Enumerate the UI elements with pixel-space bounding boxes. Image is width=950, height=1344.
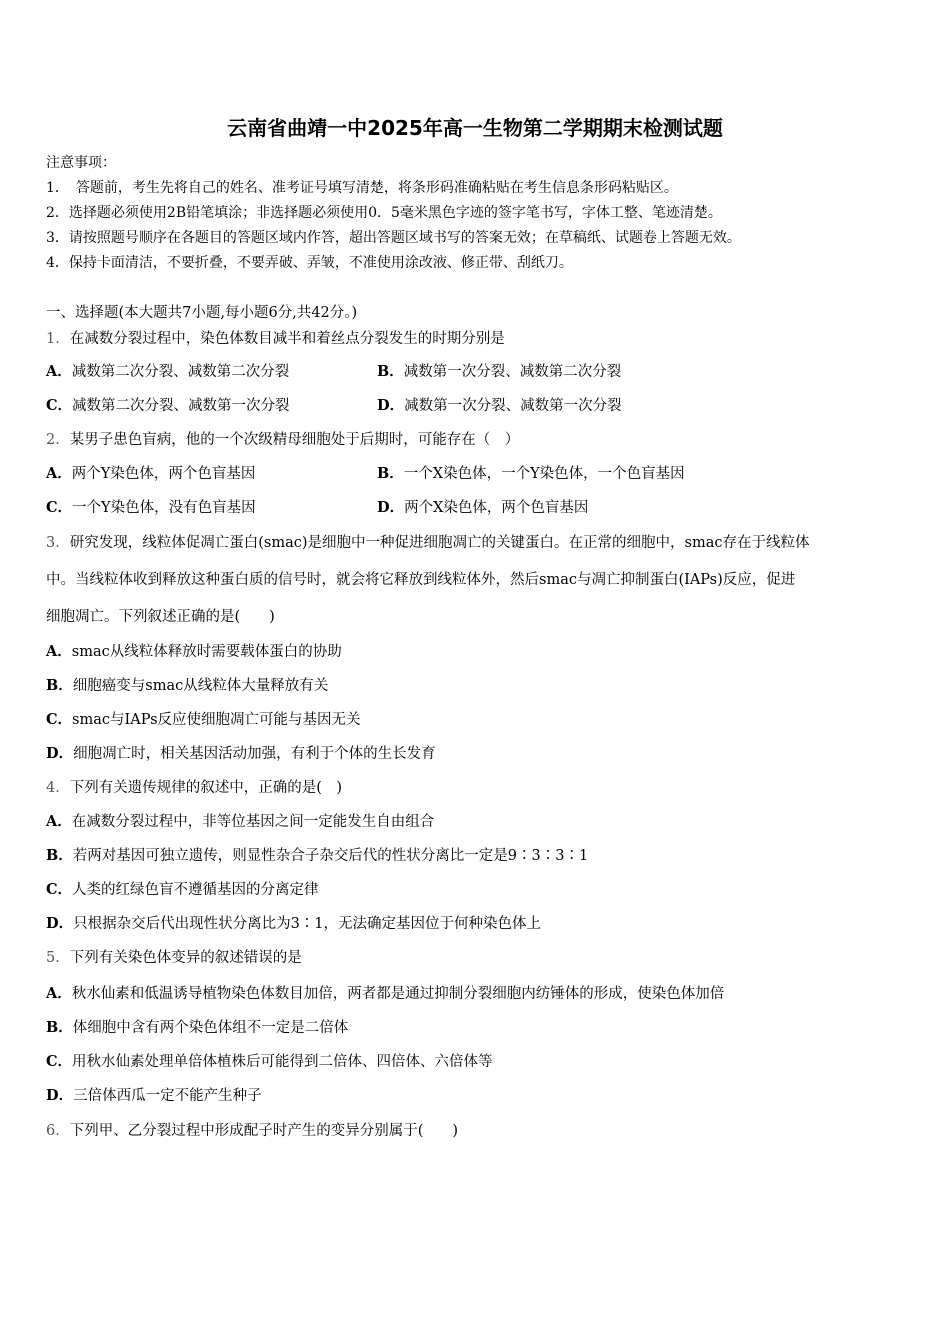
option-label: C．: [46, 711, 73, 728]
option-label: A．: [46, 813, 72, 830]
option-label: D．: [46, 915, 74, 932]
notice-item: 1． 答题前，考生先将自己的姓名、准考证号填写清楚，将条形码准确粘贴在考生信息条形码粘贴区。: [46, 180, 678, 196]
question-stem: 某男子患色盲病，他的一个次级精母细胞处于后期时，可能存在（ ）: [69, 432, 520, 448]
option-label: B．: [46, 847, 73, 864]
notice-heading: 注意事项：: [46, 155, 116, 171]
question-4-option-b: [46, 844, 588, 865]
question-4: [46, 776, 342, 797]
question-6: [46, 1119, 458, 1140]
question-3-option-c: [46, 708, 361, 729]
question-number: 1．: [46, 331, 70, 347]
option-label: B．: [377, 363, 404, 380]
question-1-options-row-2: [46, 394, 906, 415]
option-text: 体细胞中含有两个染色体组不一定是二倍体: [72, 1020, 349, 1036]
question-1: [46, 327, 505, 348]
option-label: D．: [46, 1087, 74, 1104]
option-text: smac从线粒体释放时需要载体蛋白的协助: [71, 644, 342, 660]
option-text: 减数第二次分裂、减数第二次分裂: [71, 364, 290, 380]
question-3-option-b: [46, 674, 328, 695]
option-d: [377, 496, 588, 517]
question-number: 4．: [46, 780, 70, 796]
option-d: [377, 394, 622, 415]
option-label: D．: [377, 499, 405, 516]
question-stem: 研究发现，线粒体促凋亡蛋白(smac)是细胞中一种促进细胞凋亡的关键蛋白。在正常的细胞中，smac存在于线粒体: [69, 535, 810, 551]
option-text: 人类的红绿色盲不遵循基因的分离定律: [72, 882, 319, 898]
question-3-option-d: [46, 742, 436, 763]
question-1-options-row-1: [46, 360, 906, 381]
option-label: B．: [46, 1019, 73, 1036]
question-stem: 下列甲、乙分裂过程中形成配子时产生的变异分别属于( ): [69, 1123, 459, 1139]
option-label: C．: [46, 881, 73, 898]
question-5-option-d: [46, 1084, 262, 1105]
option-label: B．: [377, 465, 404, 482]
page-title: 云南省曲靖一中2025年高一生物第二学期期末检测试题: [227, 116, 723, 140]
option-label: C．: [46, 499, 73, 516]
option-text: 用秋水仙素处理单倍体植株后可能得到二倍体、四倍体、六倍体等: [72, 1054, 493, 1070]
question-5: [46, 946, 302, 967]
question-5-option-b: [46, 1016, 348, 1037]
question-5-option-a: [46, 982, 724, 1003]
question-5-option-c: [46, 1050, 493, 1071]
question-4-option-a: [46, 810, 434, 831]
option-text: 细胞癌变与smac从线粒体大量释放有关: [72, 678, 329, 694]
option-text: 秋水仙素和低温诱导植物染色体数目加倍，两者都是通过抑制分裂细胞内纺锤体的形成，使染色体加倍: [71, 986, 725, 1002]
option-text: 两个Y染色体，两个色盲基因: [71, 466, 256, 482]
question-stem: 下列有关遗传规律的叙述中，正确的是( ): [69, 780, 343, 796]
question-4-option-c: [46, 878, 319, 899]
option-label: A．: [46, 985, 72, 1002]
notice-item: 3．请按照题号顺序在各题目的答题区域内作答，超出答题区域书写的答案无效；在草稿纸、试题卷上答题无效。: [46, 230, 741, 246]
question-4-option-d: [46, 912, 541, 933]
option-text: smac与IAPs反应使细胞凋亡可能与基因无关: [72, 712, 361, 728]
question-number: 6．: [46, 1123, 70, 1139]
option-label: A．: [46, 643, 72, 660]
option-text: 减数第二次分裂、减数第一次分裂: [72, 398, 290, 414]
question-3-option-a: [46, 640, 342, 661]
section-heading: 一、选择题(本大题共7小题,每小题6分,共42分。): [46, 305, 358, 321]
option-label: B．: [46, 677, 73, 694]
option-text: 一个X染色体，一个Y染色体，一个色盲基因: [403, 466, 685, 482]
question-2-options-row-1: [46, 462, 906, 483]
question-number: 5．: [46, 950, 70, 966]
option-label: A．: [46, 363, 72, 380]
option-text: 只根据杂交后代出现性状分离比为3∶1，无法确定基因位于何种染色体上: [73, 916, 542, 932]
option-b: [377, 462, 685, 483]
question-2-options-row-2: [46, 496, 906, 517]
option-text: 在减数分裂过程中，非等位基因之间一定能发生自由组合: [71, 814, 435, 830]
option-label: A．: [46, 465, 72, 482]
question-stem: 下列有关染色体变异的叙述错误的是: [69, 950, 302, 966]
option-text: 一个Y染色体，没有色盲基因: [72, 500, 256, 516]
notice-item: 2．选择题必须使用2B铅笔填涂；非选择题必须使用0．5毫米黑色字迹的签字笔书写，字体工整、笔迹清楚。: [46, 205, 722, 221]
question-3-line-2: 中。当线粒体收到释放这种蛋白质的信号时，就会将它释放到线粒体外，然后smac与凋亡抑制蛋白(IAPs)反应，促进: [46, 572, 796, 588]
option-label: C．: [46, 1053, 73, 1070]
option-text: 减数第一次分裂、减数第二次分裂: [403, 364, 622, 380]
question-number: 2．: [46, 432, 70, 448]
question-3-line-1: [46, 531, 906, 552]
option-label: C．: [46, 397, 73, 414]
question-2: [46, 428, 519, 449]
option-text: 细胞凋亡时，相关基因活动加强，有利于个体的生长发育: [73, 746, 436, 762]
option-text: 减数第一次分裂、减数第一次分裂: [404, 398, 622, 414]
option-text: 若两对基因可独立遗传，则显性杂合子杂交后代的性状分离比一定是9∶3∶3∶1: [72, 848, 589, 864]
option-b: [377, 360, 621, 381]
option-text: 两个X染色体，两个色盲基因: [404, 500, 589, 516]
option-label: D．: [377, 397, 405, 414]
option-label: D．: [46, 745, 74, 762]
question-stem: 在减数分裂过程中，染色体数目减半和着丝点分裂发生的时期分别是: [69, 331, 505, 347]
notice-item: 4．保持卡面清洁，不要折叠，不要弄破、弄皱，不准使用涂改液、修正带、刮纸刀。: [46, 255, 573, 271]
option-text: 三倍体西瓜一定不能产生种子: [73, 1088, 262, 1104]
question-number: 3．: [46, 535, 70, 551]
question-3-line-3: 细胞凋亡。下列叙述正确的是( ): [46, 609, 275, 625]
